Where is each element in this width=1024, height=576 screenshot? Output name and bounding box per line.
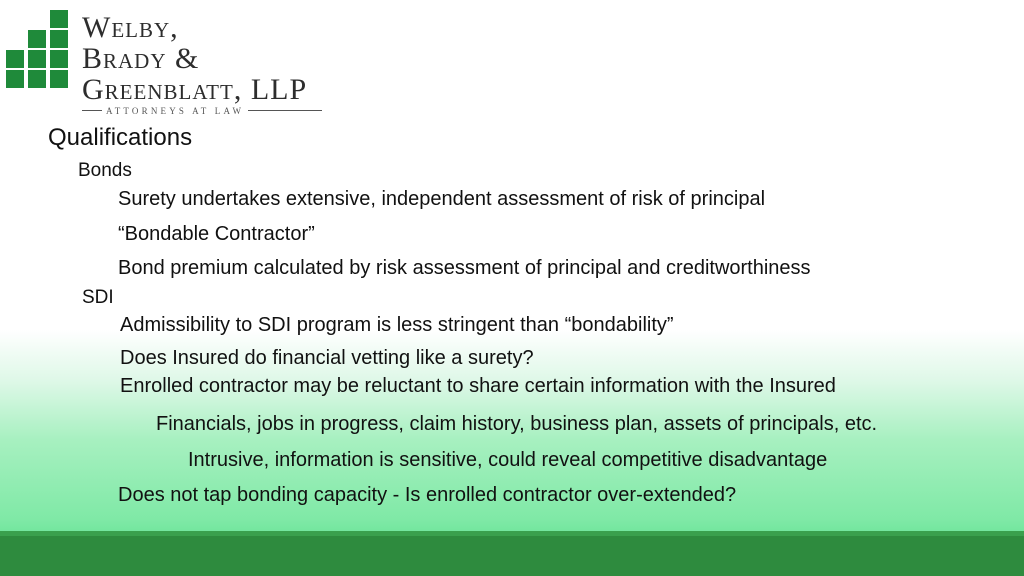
footer-bar — [0, 536, 1024, 576]
firm-logo — [4, 8, 334, 118]
sdi-label: SDI — [82, 287, 114, 308]
sdi-point: Admissibility to SDI program is less stringent than “bondability” — [120, 314, 674, 336]
firm-tagline: ATTORNEYS AT LAW — [102, 106, 248, 116]
bonds-point: Bond premium calculated by risk assessment of principal and creditworthiness — [118, 257, 811, 279]
last-point: Does not tap bonding capacity - Is enrolled contractor over-extended? — [118, 484, 737, 506]
logo-grid-icon — [4, 8, 74, 98]
sub-point: Intrusive, information is sensitive, could reveal competitive disadvantage — [188, 449, 828, 471]
sdi-point: Does Insured do financial vetting like a surety? — [120, 347, 534, 369]
firm-name-line3: Greenblatt, LLP — [82, 73, 308, 106]
bonds-label: Bonds — [78, 160, 132, 181]
sdi-point: Enrolled contractor may be reluctant to share certain information with the Insured — [120, 375, 836, 397]
bonds-point: Surety undertakes extensive, independent assessment of risk of principal — [118, 188, 766, 210]
firm-name-line2: Brady & — [82, 42, 200, 75]
bonds-point: “Bondable Contractor” — [118, 223, 315, 245]
firm-name — [82, 12, 307, 105]
firm-name-line1: Welby, — [82, 11, 179, 44]
sub-point: Financials, jobs in progress, claim history, business plan, assets of principals, etc. — [156, 413, 878, 435]
slide-heading: Qualifications — [48, 124, 193, 151]
